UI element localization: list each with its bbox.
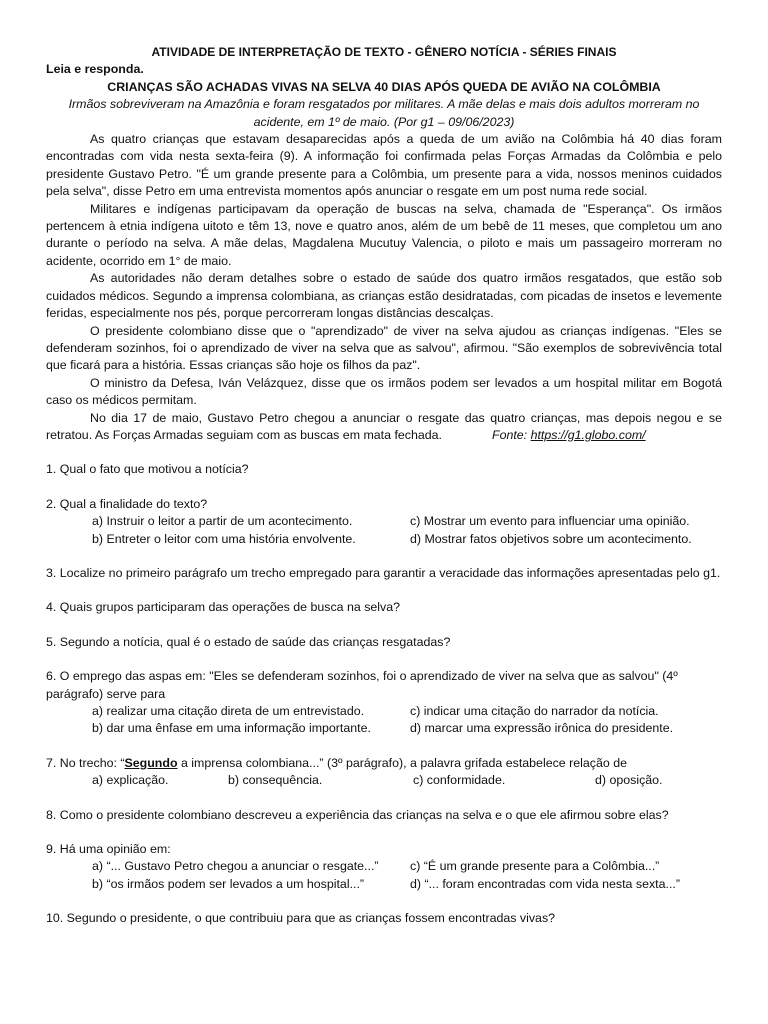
option-c[interactable]: c) conformidade. (413, 773, 506, 788)
question-3: 3. Localize no primeiro parágrafo um trecho empregado para garantir a veracidade das informações apresentadas pelo g1. (46, 565, 721, 580)
worksheet-title: ATIVIDADE DE INTERPRETAÇÃO DE TEXTO - GÊNERO NOTÍCIA - SÉRIES FINAIS (151, 45, 617, 59)
question-6: 6. O emprego das aspas em: "Eles se defenderam sozinhos, foi o aprendizado de viver na selva que as salvou" (4º parágrafo) serve para (46, 669, 678, 701)
source-citation (492, 428, 646, 442)
option-c[interactable]: c) “É um grande presente para a Colômbia...” (410, 859, 660, 874)
question-10: 10. Segundo o presidente, o que contribuiu para que as crianças fossem encontradas vivas? (46, 911, 556, 926)
article-paragraph-5: O ministro da Defesa, Iván Velázquez, disse que os irmãos podem ser levados a um hospital militar em Bogotá caso os médicos permitam. (46, 375, 722, 408)
question-9: 9. Há uma opinião em: (46, 842, 171, 857)
question-2: 2. Qual a finalidade do texto? (46, 496, 208, 511)
article-paragraph-1: As quatro crianças que estavam desaparecidas após a queda de um avião na Colômbia há 40 dias foram encontradas com vida nesta sexta-feira (9). A informação foi confirmada pelas Forças Armadas da Colômbia e pelo presidente Gustavo Petro. "É um grande presente para a Colômbia, um presente para a vida, nossos meninos cuidados pela selva", disse Petro em uma entrevista momentos após anunciar o resgate em um post numa rede social. (46, 132, 722, 199)
option-a[interactable]: a) Instruir o leitor a partir de um acontecimento. (92, 514, 353, 529)
option-b[interactable]: b) Entreter o leitor com uma história envolvente. (92, 531, 356, 546)
news-subtitle: Irmãos sobreviveram na Amazônia e foram resgatados por militares. A mãe delas e mais dois adultos morreram no acidente, em 1º de maio. (Por g1 – 09/06/2023) (68, 97, 700, 129)
question-7-suffix: a imprensa colombiana...” (3º parágrafo), a palavra grifada estabelece relação de (177, 755, 627, 770)
option-d[interactable]: d) “... foram encontradas com vida nesta sexta...” (410, 876, 680, 891)
option-b[interactable]: b) dar uma ênfase em uma informação importante. (92, 721, 371, 736)
question-1: 1. Qual o fato que motivou a notícia? (46, 462, 249, 477)
article-paragraph-6-text: No dia 17 de maio, Gustavo Petro chegou a anunciar o resgate das quatro crianças, mas depois negou e se retratou. As Forças Armadas seguiam com as buscas em mata fechada. (46, 410, 722, 442)
option-d[interactable]: d) oposição. (595, 773, 663, 788)
option-a[interactable]: a) “... Gustavo Petro chegou a anunciar o resgate...” (92, 859, 379, 874)
option-b[interactable]: b) “os irmãos podem ser levados a um hospital...” (92, 876, 365, 891)
question-6-options (46, 703, 722, 738)
article-paragraph-2: Militares e indígenas participavam da operação de buscas na selva, chamada de "Esperança". Os irmãos pertencem à etnia indígena uitoto e têm 13, nove e quatro anos, além de um bebê de 11 meses, que completou um ano durante o período na selva. A mãe delas, Magdalena Mucutuy Valencia, o piloto e mais um passageiro morreram no acidente, ocorrido em 1° de maio. (46, 201, 722, 268)
option-a[interactable]: a) realizar uma citação direta de um entrevistado. (92, 704, 365, 718)
question-8: 8. Como o presidente colombiano descreveu a experiência das crianças na selva e o que ele afirmou sobre elas? (46, 807, 669, 822)
instruction-text: Leia e responda. (46, 62, 144, 77)
question-7-prefix: 7. No trecho: “ (46, 755, 125, 770)
underlined-word: Segundo (124, 755, 178, 770)
article-paragraph-3: As autoridades não deram detalhes sobre o estado de saúde dos quatro irmãos resgatados, que estão sob cuidados médicos. Segundo a imprensa colombiana, as crianças estão desidratadas, com picadas de insetos e levemente feridas, especialmente nos pés, porque percorreram longas distâncias descalças. (46, 271, 722, 321)
article-paragraph-6 (46, 410, 722, 445)
source-link[interactable]: https://g1.globo.com/ (530, 427, 646, 442)
option-d[interactable]: d) Mostrar fatos objetivos sobre um acontecimento. (410, 531, 692, 546)
question-4: 4. Quais grupos participaram das operações de busca na selva? (46, 600, 401, 615)
question-7-options (46, 772, 722, 789)
option-c[interactable]: c) Mostrar um evento para influenciar uma opinião. (410, 514, 690, 529)
option-c[interactable]: c) indicar uma citação do narrador da notícia. (410, 704, 659, 718)
question-2-options (46, 513, 722, 548)
question-7 (46, 755, 722, 772)
article-paragraph-4: O presidente colombiano disse que o "aprendizado" de viver na selva ajudou as crianças indígenas. "Eles se defenderam sozinhos, foi o aprendizado de viver na selva que as salvou", afirmou. "São exemplos de sobrevivência total que ficará para a história. Essas crianças são hoje os filhos da paz". (46, 323, 722, 373)
question-9-options (46, 858, 722, 893)
question-5: 5. Segundo a notícia, qual é o estado de saúde das crianças resgatadas? (46, 634, 451, 649)
news-headline: CRIANÇAS SÃO ACHADAS VIVAS NA SELVA 40 DIAS APÓS QUEDA DE AVIÃO NA COLÔMBIA (107, 79, 661, 94)
option-a[interactable]: a) explicação. (92, 773, 169, 788)
source-label: Fonte: (492, 427, 531, 442)
option-b[interactable]: b) consequência. (228, 773, 323, 788)
option-d[interactable]: d) marcar uma expressão irônica do presidente. (410, 721, 674, 736)
